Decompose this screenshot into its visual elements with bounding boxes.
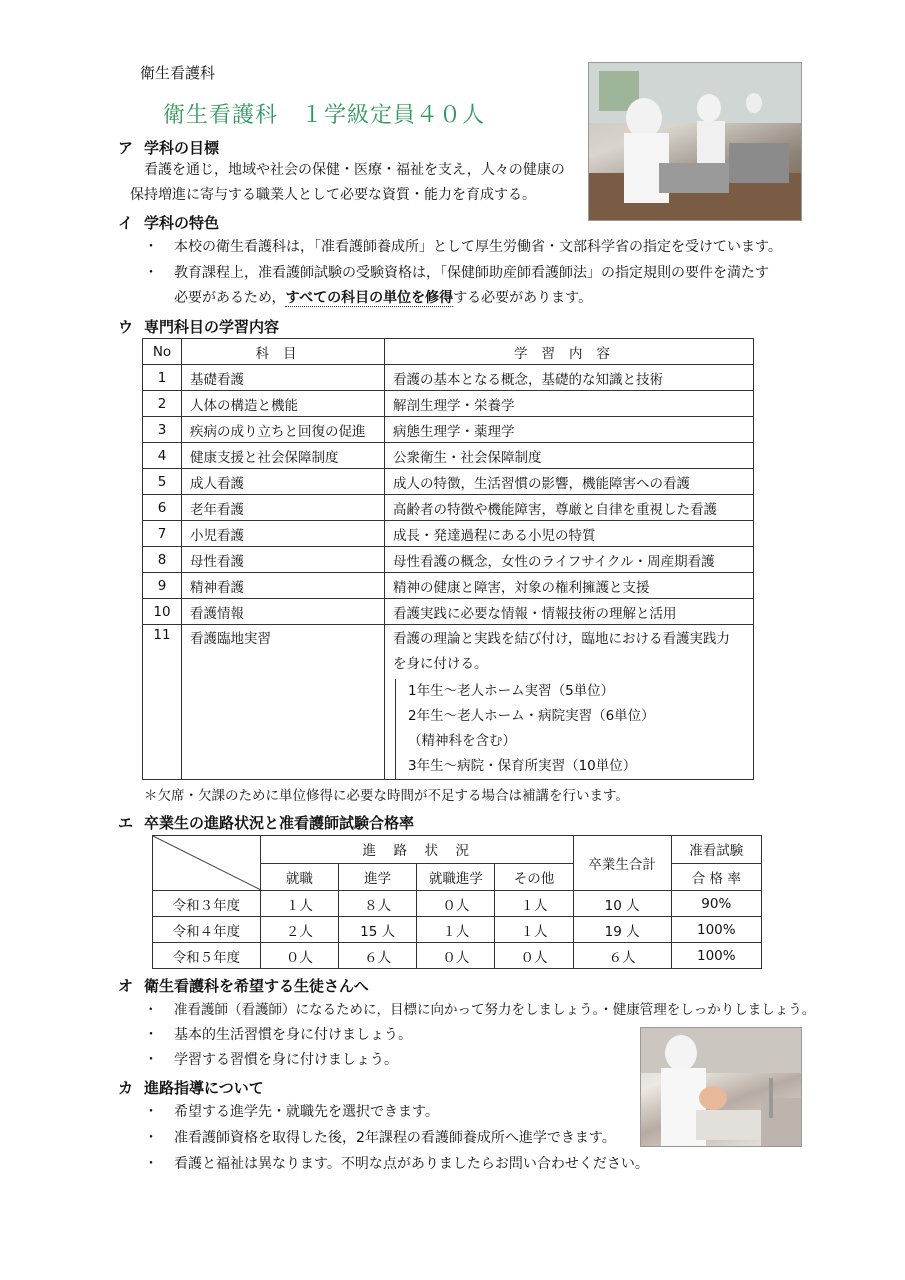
- row-no: 5: [143, 469, 182, 495]
- row-no: 6: [143, 495, 182, 521]
- table-row: [143, 547, 754, 573]
- diagonal-cell: [153, 836, 261, 891]
- section-u-title: 専門科目の学習内容: [144, 318, 280, 336]
- bullet-dot: ・: [144, 1002, 158, 1018]
- bullet-dot: ・: [144, 1130, 158, 1146]
- bullet-text: 基本的生活習慣を身に付けましょう。: [174, 1027, 412, 1043]
- header-job-study: 就職進学: [417, 863, 495, 891]
- row-year: 令和３年度: [153, 891, 261, 917]
- section-i-title: 学科の特色: [144, 214, 220, 232]
- section-ka-bullet-1: [144, 1100, 439, 1124]
- section-i-bullet-2-cont: [174, 286, 592, 310]
- row-no: 4: [143, 443, 182, 469]
- section-ka-heading: [118, 1077, 264, 1098]
- row-subject: 疾病の成り立ちと回復の促進: [182, 417, 385, 443]
- subjects-table: [142, 338, 754, 780]
- practicum-desc-2: を身に付ける。: [393, 656, 488, 672]
- section-i-bullet-2: [144, 261, 769, 285]
- section-o-mark: オ: [118, 977, 134, 995]
- section-a-text-1: 看護を通じ，地域や社会の保健・医療・福祉を支え，人々の健康の: [144, 162, 565, 178]
- row-job-study: ０人: [417, 891, 495, 917]
- practicum-desc-1: 看護の理論と実践を結び付け，臨地における看護実践力: [393, 631, 730, 647]
- section-i-mark: イ: [118, 214, 134, 232]
- row-total: 19 人: [573, 917, 671, 943]
- bullet-text: 准看護師（看護師）になるために，目標に向かって努力をしましょう。・健康管理をしっかりしましょう。: [174, 1002, 816, 1018]
- row-rate: 100%: [671, 943, 761, 969]
- table-row: [143, 521, 754, 547]
- table-row: [143, 417, 754, 443]
- section-o-title: 衛生看護科を希望する生徒さんへ: [144, 977, 369, 995]
- row-study: ６人: [339, 943, 417, 969]
- bullet-text: 看護と福祉は異なります。不明な点がありましたらお問い合わせください。: [174, 1156, 649, 1172]
- section-a-heading: [118, 137, 219, 158]
- section-a-text-2: 保持増進に寄与する職業人として必要な資質・能力を育成する。: [130, 187, 536, 203]
- header-rate-2: 合 格 率: [671, 863, 761, 891]
- row-subject: 看護臨地実習: [182, 625, 385, 780]
- practicum-item: 1年生～老人ホーム実習（5単位）: [408, 683, 615, 699]
- row-other: １人: [495, 917, 573, 943]
- classroom-photo-illustration: [589, 63, 801, 220]
- row-no: 2: [143, 391, 182, 417]
- section-ka-bullet-2: [144, 1126, 616, 1150]
- row-content: 公衆衛生・社会保障制度: [385, 443, 754, 469]
- graduates-table: [152, 835, 762, 969]
- classroom-photo: [588, 62, 802, 221]
- row-content: 成人の特徴，生活習慣の影響，機能障害への看護: [385, 469, 754, 495]
- row-job: ２人: [260, 917, 338, 943]
- graduates-header-row-1: [153, 836, 762, 864]
- header-job: 就職: [260, 863, 338, 891]
- bullet-text: 学習する習慣を身に付けましょう。: [174, 1052, 398, 1068]
- row-no: 11: [143, 625, 182, 780]
- section-e-heading: [118, 812, 414, 833]
- bullet-text: 教育課程上，准看護師試験の受験資格は，「保健師助産師看護師法」の指定規則の要件を満たす: [174, 265, 769, 281]
- diagonal-line: [153, 836, 261, 890]
- subjects-note: ＊欠席・欠課のために単位修得に必要な時間が不足する場合は補講を行います。: [144, 788, 629, 804]
- section-u-heading: [118, 316, 279, 337]
- row-content: 解剖生理学・栄養学: [385, 391, 754, 417]
- table-row: [143, 443, 754, 469]
- table-row: [143, 391, 754, 417]
- header-content: 学習内容: [385, 339, 754, 365]
- section-u-mark: ウ: [118, 318, 134, 336]
- section-o-bullet-1: [144, 998, 815, 1022]
- row-job-study: １人: [417, 917, 495, 943]
- row-content: 看護実践に必要な情報・情報技術の理解と活用: [385, 599, 754, 625]
- bath-photo-illustration: [641, 1028, 801, 1146]
- row-no: 7: [143, 521, 182, 547]
- table-row: [153, 943, 762, 969]
- row-content: 母性看護の概念，女性のライフサイクル・周産期看護: [385, 547, 754, 573]
- section-e-title: 卒業生の進路状況と准看護師試験合格率: [144, 814, 415, 832]
- row-total: ６人: [573, 943, 671, 969]
- row-subject: 基礎看護: [182, 365, 385, 391]
- row-content: 精神の健康と障害，対象の権利擁護と支援: [385, 573, 754, 599]
- table-row: [143, 365, 754, 391]
- section-i-heading: [118, 212, 219, 233]
- section-o-heading: [118, 975, 369, 996]
- row-subject: 小児看護: [182, 521, 385, 547]
- table-row: [143, 495, 754, 521]
- row-year: 令和５年度: [153, 943, 261, 969]
- bullet-dot: ・: [144, 1104, 158, 1120]
- section-i-bullet-1: [144, 235, 782, 259]
- row-rate: 90%: [671, 891, 761, 917]
- row-subject: 母性看護: [182, 547, 385, 573]
- bullet-text: 希望する進学先・就職先を選択できます。: [174, 1104, 439, 1120]
- header-career-status: 進 路 状 況: [260, 836, 573, 864]
- section-a-mark: ア: [118, 139, 134, 157]
- row-subject: 精神看護: [182, 573, 385, 599]
- row-other: ０人: [495, 943, 573, 969]
- row-no: 9: [143, 573, 182, 599]
- row-job: ０人: [260, 943, 338, 969]
- table-row: [143, 469, 754, 495]
- practicum-item: 3年生～病院・保育所実習（10単位）: [408, 758, 637, 774]
- baby-bath-practice-photo: [640, 1027, 802, 1147]
- row-subject: 成人看護: [182, 469, 385, 495]
- row-content: 病態生理学・薬理学: [385, 417, 754, 443]
- table-row: [153, 891, 762, 917]
- section-ka-bullet-3: [144, 1152, 649, 1176]
- bullet-text: 准看護師資格を取得した後，2年課程の看護師養成所へ進学できます。: [174, 1130, 616, 1146]
- header-no: No: [143, 339, 182, 365]
- bullet-text-post: する必要があります。: [453, 290, 593, 306]
- table-row: [143, 573, 754, 599]
- row-content-practicum: [385, 625, 754, 780]
- bullet-dot: ・: [144, 265, 158, 281]
- bullet-dot: ・: [144, 1052, 158, 1068]
- row-no: 3: [143, 417, 182, 443]
- row-no: 1: [143, 365, 182, 391]
- emphasis-text: すべての科目の単位を修得: [285, 290, 454, 306]
- row-rate: 100%: [671, 917, 761, 943]
- row-subject: 人体の構造と機能: [182, 391, 385, 417]
- header-study: 進学: [339, 863, 417, 891]
- header-other: その他: [495, 863, 573, 891]
- table-row: [153, 917, 762, 943]
- row-subject: 看護情報: [182, 599, 385, 625]
- row-no: 8: [143, 547, 182, 573]
- practicum-item: 2年生～老人ホーム・病院実習（6単位）: [408, 708, 655, 724]
- bullet-dot: ・: [144, 239, 158, 255]
- section-e-mark: エ: [118, 814, 134, 832]
- bullet-text-pre: 必要があるため，: [174, 290, 286, 306]
- table-header-row: [143, 339, 754, 365]
- row-study: ８人: [339, 891, 417, 917]
- section-o-bullet-3: [144, 1048, 398, 1072]
- row-other: １人: [495, 891, 573, 917]
- row-content: 高齢者の特徴や機能障害，尊厳と自律を重視した看護: [385, 495, 754, 521]
- row-content: 看護の基本となる概念，基礎的な知識と技術: [385, 365, 754, 391]
- header-total: 卒業生合計: [573, 836, 671, 891]
- row-content: 成長・発達過程にある小児の特質: [385, 521, 754, 547]
- practicum-item: （精神科を含む）: [408, 733, 516, 749]
- row-year: 令和４年度: [153, 917, 261, 943]
- row-no: 10: [143, 599, 182, 625]
- table-row: [143, 599, 754, 625]
- row-subject: 老年看護: [182, 495, 385, 521]
- bullet-dot: ・: [144, 1027, 158, 1043]
- header-subject: 科目: [182, 339, 385, 365]
- page-title: 衛生看護科 １学級定員４０人: [163, 103, 486, 128]
- section-o-bullet-2: [144, 1023, 412, 1047]
- row-subject: 健康支援と社会保障制度: [182, 443, 385, 469]
- section-ka-mark: カ: [118, 1079, 134, 1097]
- bullet-text: 本校の衛生看護科は，「准看護師養成所」として厚生労働省・文部科学省の指定を受けています。: [174, 239, 782, 255]
- table-row-practicum: [143, 625, 754, 780]
- row-job: １人: [260, 891, 338, 917]
- bullet-dot: ・: [144, 1156, 158, 1172]
- section-ka-title: 進路指導について: [144, 1079, 264, 1097]
- department-label: 衛生看護科: [140, 64, 216, 82]
- row-job-study: ０人: [417, 943, 495, 969]
- section-a-title: 学科の目標: [144, 139, 220, 157]
- practicum-bracket-list: [395, 679, 745, 779]
- header-rate-1: 准看試験: [671, 836, 761, 864]
- row-total: 10 人: [573, 891, 671, 917]
- row-study: 15 人: [339, 917, 417, 943]
